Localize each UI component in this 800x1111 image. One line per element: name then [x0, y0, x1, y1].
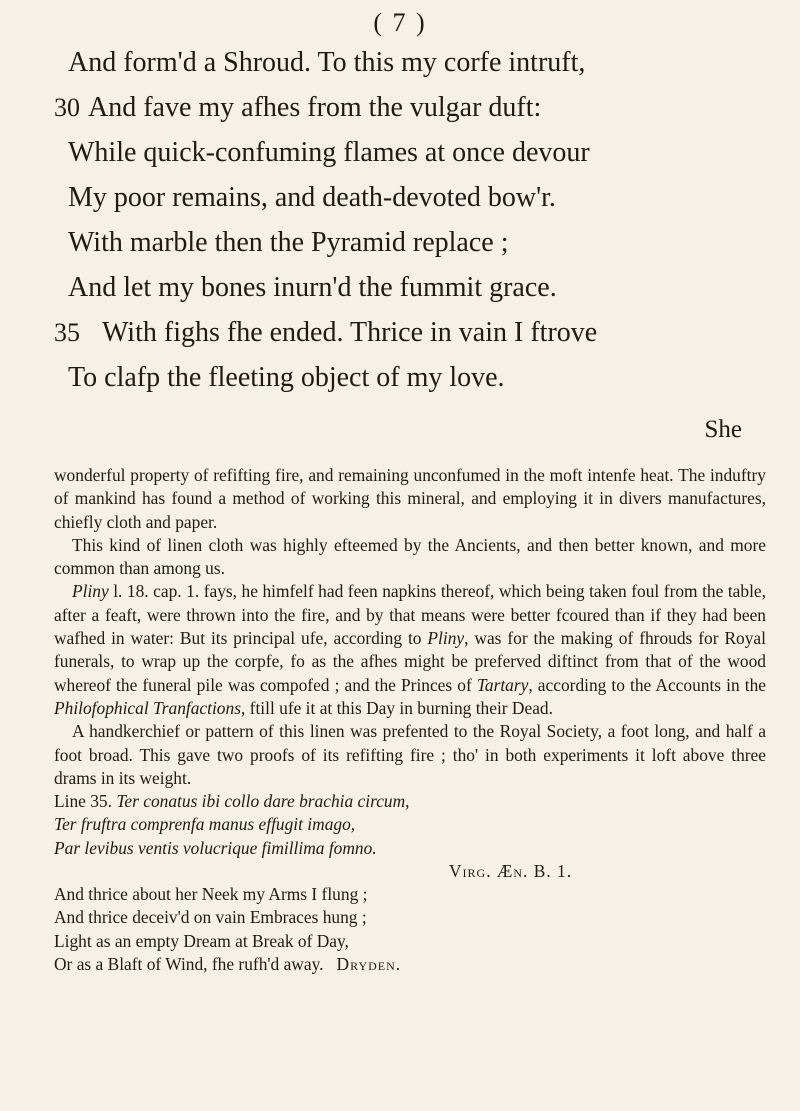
latin-quote-line: Par levibus ventis volucrique fimillima fomno.: [54, 837, 377, 858]
verse-text: And fave my afhes from the vulgar duft:: [88, 92, 542, 123]
note-paragraph: This kind of linen cloth was highly efteemed by the Ancients, and then better known, and more common than among us.: [54, 534, 766, 579]
quote-attribution: Virg. Æn. B. 1.: [449, 861, 573, 882]
verse-line: [68, 175, 768, 220]
verse-line: [54, 310, 768, 355]
note-paragraph: Pliny l. 18. cap. 1. fays, he himfelf had feen napkins thereof, which being taken foul from the table, after a feaft, were thrown into the fire, and by that means were better fcoured than if they had been wafhed in water: But its principal ufe, according to Pliny, was for the making of fhrouds for Royal funerals, to wrap up the corpfe, fo as the afhes might be preferved diftinct from that of the wood whereof the funeral pile was compofed ; and the Princes of Tartary, according to the Accounts in the Philofophical Tranfactions, ftill ufe it at this Day in burning their Dead.: [54, 581, 766, 718]
note-paragraph: wonderful property of refifting fire, and remaining unconfumed in the moft intenfe heat. The induftry of mankind has found a method of working this mineral, and employing it in divers manufactures, chiefly cloth and paper.: [54, 465, 766, 532]
verse-text: And form'd a Shroud. To this my corfe intruft,: [68, 47, 586, 78]
latin-quote-line: Ter fruftra comprenfa manus effugit imago,: [54, 814, 356, 835]
translation-line: And thrice deceiv'd on vain Embraces hung ;: [54, 907, 367, 928]
verse-line: [68, 40, 768, 85]
verse-text: My poor remains, and death-devoted bow'r.: [68, 182, 556, 213]
verse-text: To clafp the fleeting object of my love.: [68, 362, 505, 393]
line-number: 30: [54, 93, 80, 122]
verse-text: With marble then the Pyramid replace ;: [68, 227, 509, 258]
verse-text: While quick-confuming flames at once devour: [68, 137, 590, 168]
line-number: 35: [54, 318, 80, 347]
verse-line: [68, 265, 768, 310]
verse-block: [54, 40, 768, 400]
catchword: She: [704, 416, 742, 443]
note-paragraph: A handkerchief or pattern of this linen was prefented to the Royal Society, a foot long, and half a foot broad. This gave two proofs of its refifting fire ; tho' in both experiments it loft above three drams in its weight.: [54, 721, 766, 788]
publication-title: Philofophical Tranfactions: [54, 697, 241, 718]
verse-line: [68, 355, 768, 400]
author-name: Pliny: [427, 628, 465, 649]
author-name: Pliny: [72, 581, 109, 602]
footnotes: [54, 464, 766, 976]
verse-text: With fighs fhe ended. Thrice in vain I ftrove: [102, 317, 598, 348]
translator-name: Dryden.: [336, 953, 402, 974]
page-number: ( 7 ): [373, 8, 427, 37]
verse-line: [68, 130, 768, 175]
verse-line: [68, 220, 768, 265]
translation-line: Or as a Blaft of Wind, fhe rufh'd away. Dryden.: [54, 953, 402, 974]
line-reference: Line 35. Ter conatus ibi collo dare brachia circum,: [54, 791, 410, 812]
verse-line: [54, 85, 768, 130]
translation-line: And thrice about her Neek my Arms I flung ;: [54, 884, 368, 905]
place-name: Tartary: [476, 674, 529, 695]
translation-line: Light as an empty Dream at Break of Day,: [54, 930, 349, 951]
verse-text: And let my bones inurn'd the fummit grace.: [68, 272, 557, 303]
